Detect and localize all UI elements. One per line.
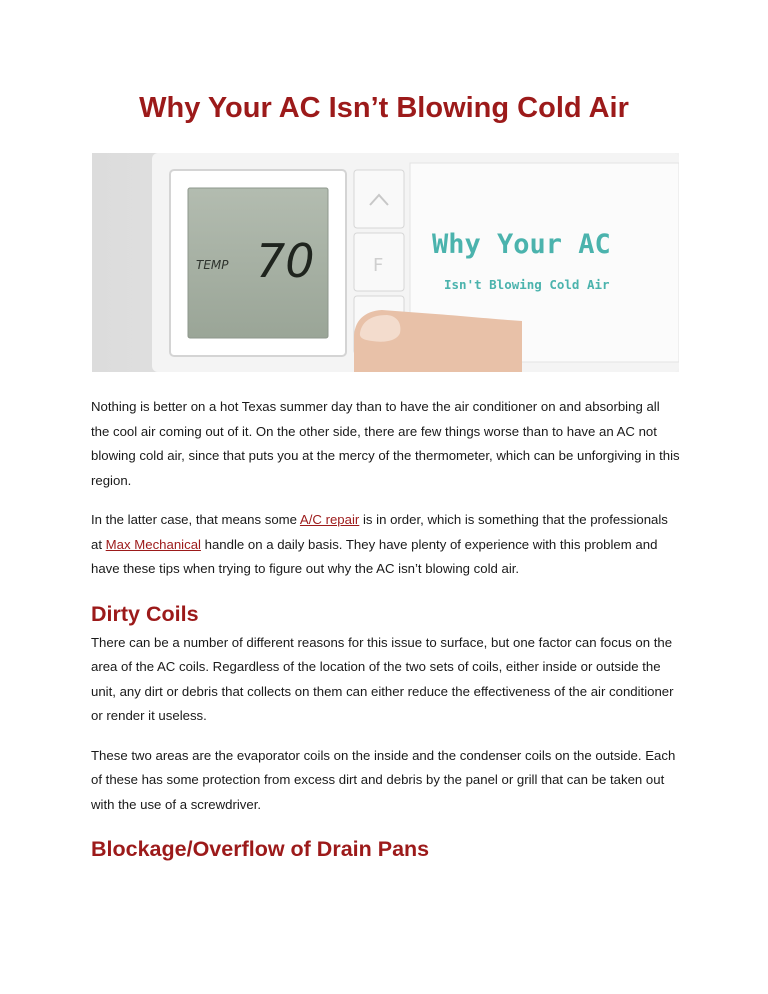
ac-repair-link[interactable]: A/C repair (299, 512, 360, 527)
hero-image (92, 153, 679, 372)
repair-text-c: handle on a daily basis. They have plenty of experience with this problem and have these tips when trying to figure out why the AC isn’t blowing cold air. (91, 536, 658, 576)
intro-paragraph: Nothing is better on a hot Texas summer day than to have the air conditioner on and absorbing all the cool air coming out of it. On the other side, there are few things worse than to have an AC not blowing cold air, since that puts you at the mercy of the thermometer, which can be unforgiving in this region. (91, 399, 680, 488)
article-body (91, 395, 681, 866)
section-heading-dirty-coils: Dirty Coils (91, 601, 199, 626)
repair-text-a: In the latter case, that means some (91, 512, 300, 527)
temp-value: 70 (256, 234, 315, 288)
up-button (354, 170, 404, 228)
section-heading-drain-pans: Blockage/Overflow of Drain Pans (91, 837, 430, 861)
f-button-label: F (373, 255, 384, 276)
repair-text-b: is in order, which is something that the professionals at (91, 512, 668, 552)
dirty-coils-paragraph-1: There can be a number of different reasons for this issue to surface, but one factor can focus on the area of the AC coils. Regardless of the location of the two sets of coils, either inside or outside the unit, any dirt or debris that collects on them can either reduce the effectiveness of the air conditioner or render it useless. (91, 634, 674, 723)
repair-paragraph (91, 508, 681, 582)
dirty-coils-paragraph-2: These two areas are the evaporator coils on the inside and the condenser coils on the outside. Each of these has some protection from excess dirt and debris by the panel or grill that can be taken out with the use of a screwdriver. (91, 747, 676, 812)
overlay-title: Why Your AC (432, 229, 611, 260)
overlay-subtitle: Isn't Blowing Cold Air (444, 277, 610, 292)
max-mechanical-link[interactable]: Max Mechanical (105, 536, 201, 552)
page-title: Why Your AC Isn’t Blowing Cold Air (139, 92, 629, 124)
temp-label: TEMP (196, 258, 229, 272)
